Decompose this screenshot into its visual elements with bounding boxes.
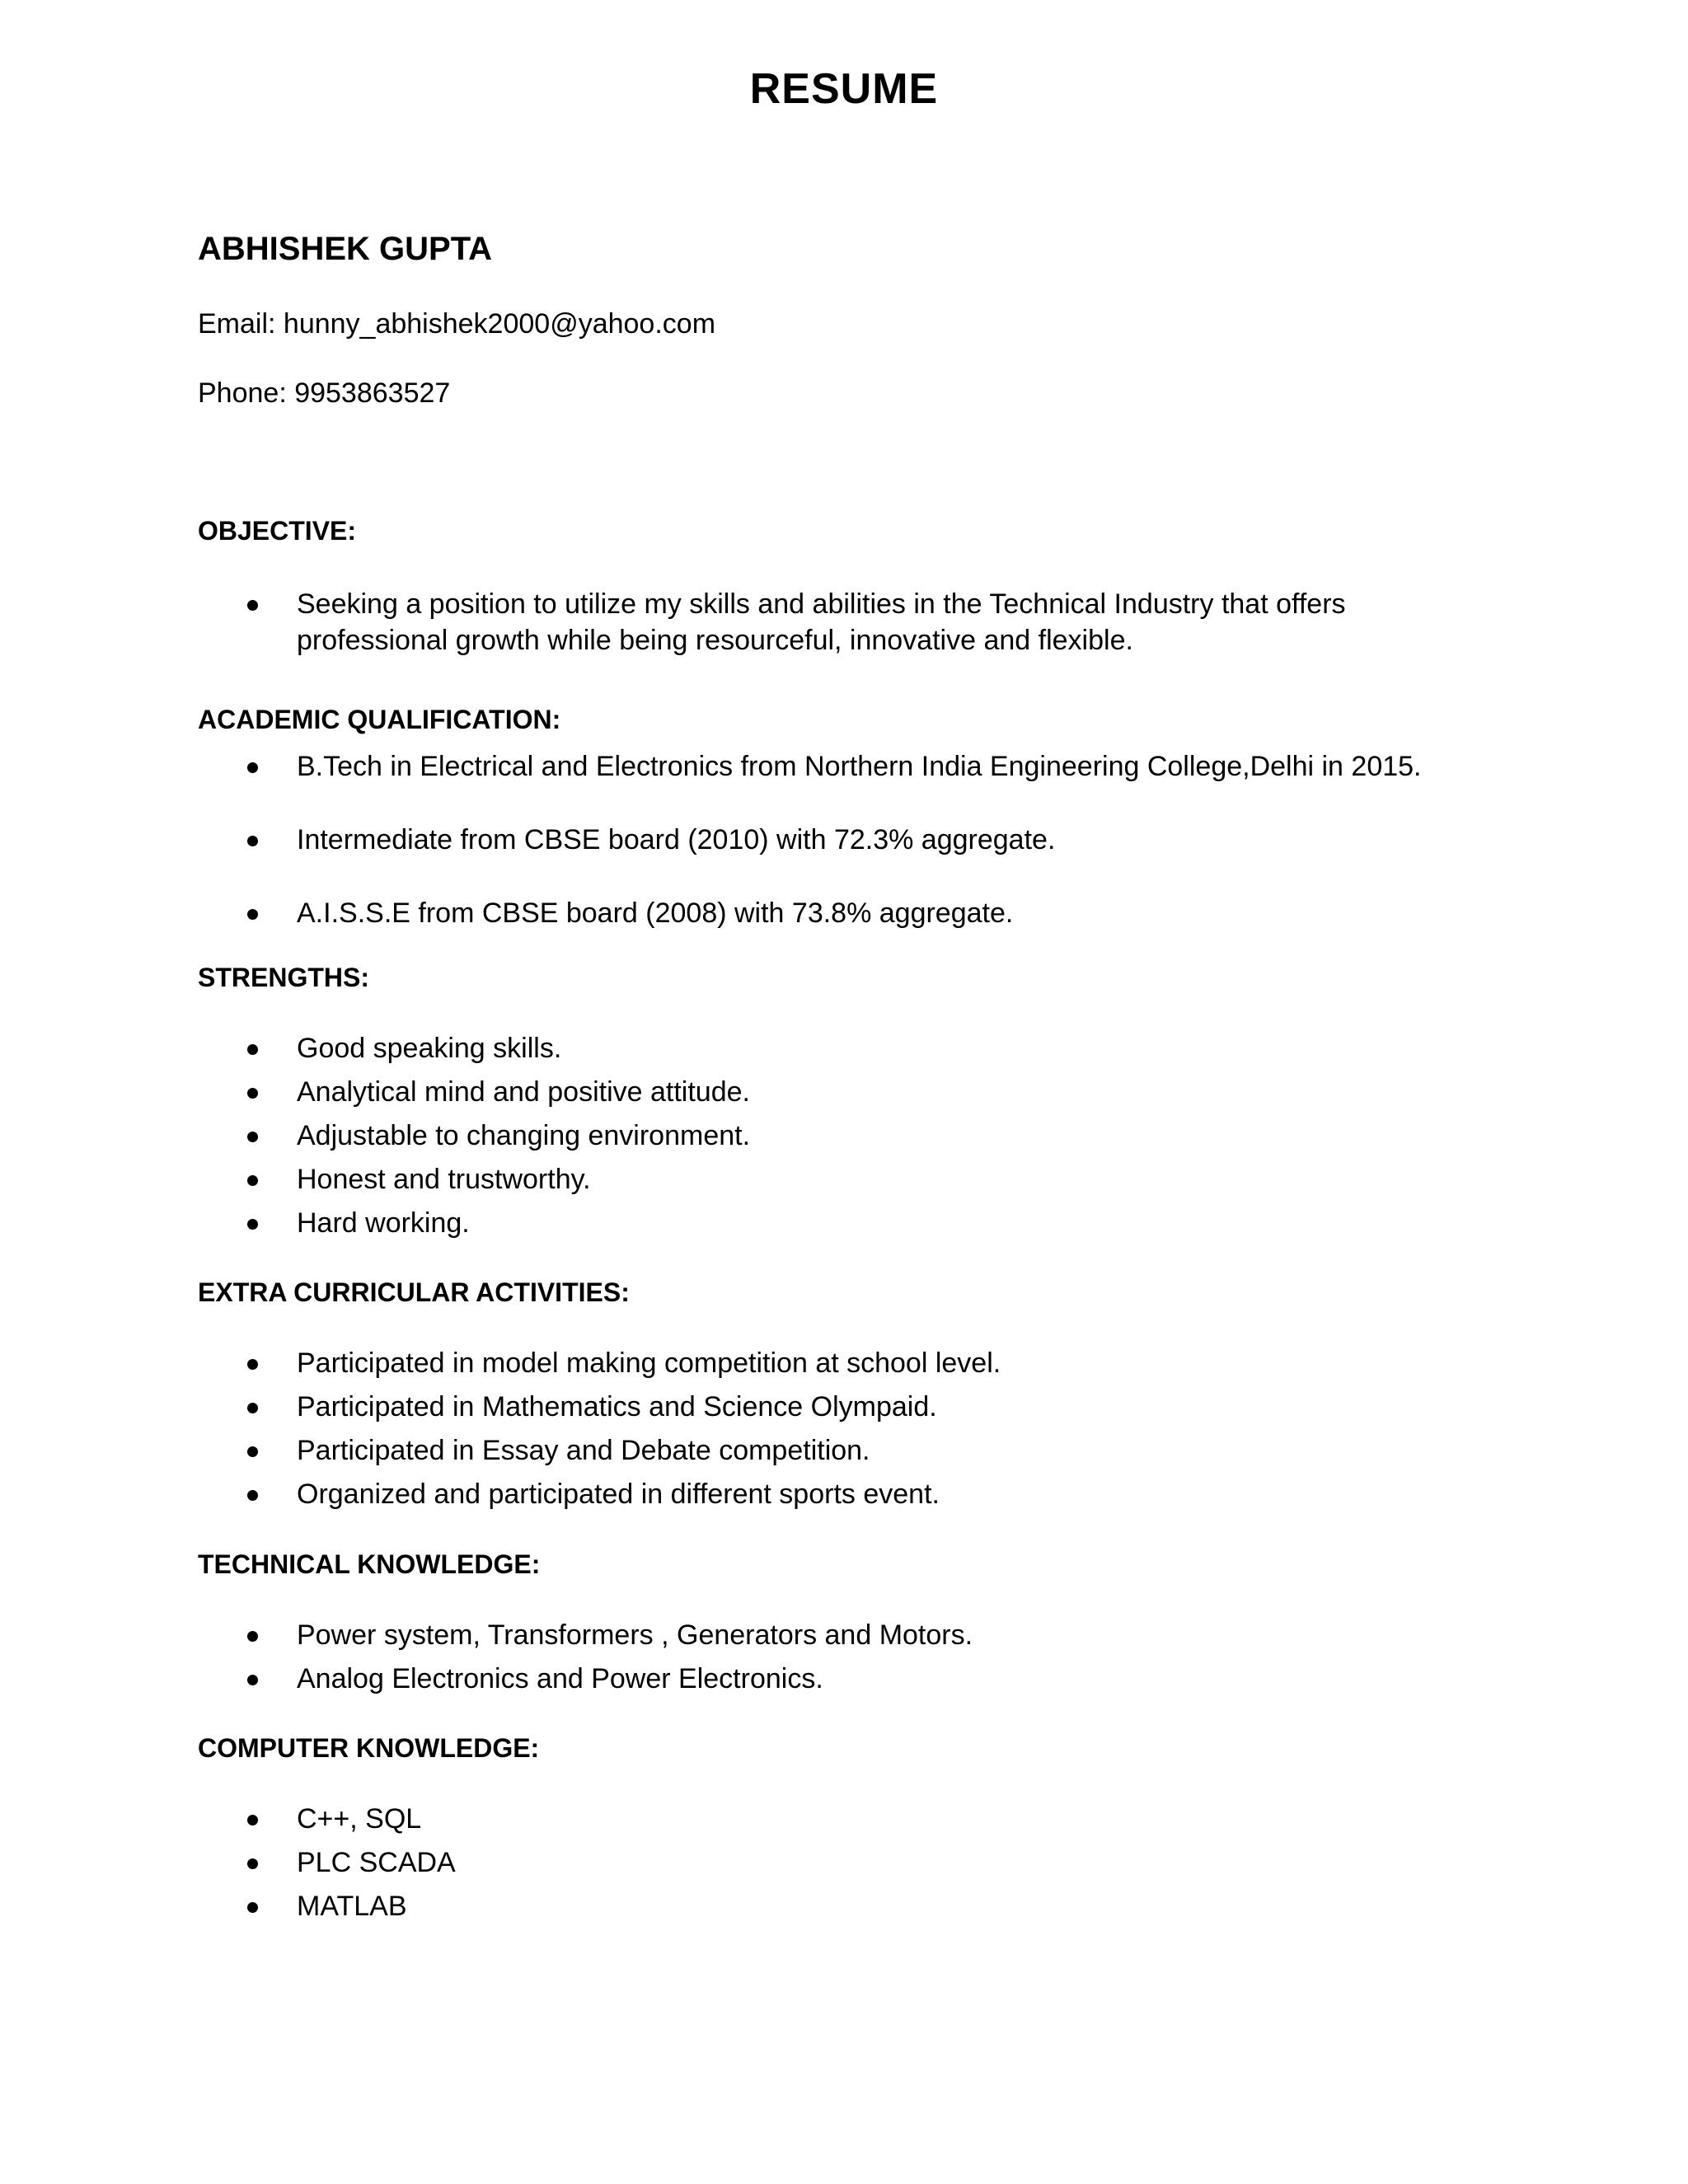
technical-item-text: Analog Electronics and Power Electronics. <box>297 1663 823 1694</box>
bullet-icon <box>247 1219 258 1230</box>
academic-item-text: B.Tech in Electrical and Electronics from Northern India Engineering College,Delhi in 2015. <box>297 751 1422 782</box>
computer-item <box>198 1888 1484 1924</box>
activity-item-text: Participated in model making competition at school level. <box>297 1347 1001 1379</box>
bullet-icon <box>247 1631 258 1642</box>
strengths-list <box>198 1030 1484 1249</box>
strength-item <box>198 1205 1484 1241</box>
activity-item-text: Organized and participated in different sports event. <box>297 1479 940 1510</box>
strength-item-text: Honest and trustworthy. <box>297 1164 591 1195</box>
academic-item <box>198 895 1484 931</box>
activity-item <box>198 1345 1484 1381</box>
strength-item <box>198 1118 1484 1154</box>
academic-list <box>198 748 1484 968</box>
academic-item-text: A.I.S.S.E from CBSE board (2008) with 73.8% aggregate. <box>297 898 1014 929</box>
technical-item-text: Power system, Transformers , Generators and Motors. <box>297 1619 973 1651</box>
activity-item-text: Participated in Mathematics and Science Olympaid. <box>297 1391 937 1422</box>
bullet-icon <box>247 836 258 846</box>
objective-list <box>198 586 1484 666</box>
document-title: RESUME <box>749 65 939 113</box>
strength-item <box>198 1161 1484 1197</box>
objective-heading: OBJECTIVE: <box>198 516 357 546</box>
computer-item-text: MATLAB <box>297 1891 407 1922</box>
strength-item-text: Analytical mind and positive attitude. <box>297 1076 750 1108</box>
bullet-icon <box>247 600 258 611</box>
bullet-icon <box>247 1132 258 1142</box>
bullet-icon <box>247 909 258 920</box>
strength-item-text: Good speaking skills. <box>297 1033 562 1064</box>
academic-item <box>198 822 1484 858</box>
objective-item-text: Seeking a position to utilize my skills and abilities in the Technical Industry that offers professional growth while being resourceful, innovative and flexible. <box>297 588 1346 656</box>
bullet-icon <box>247 1175 258 1186</box>
bullet-icon <box>247 762 258 773</box>
bullet-icon <box>247 1359 258 1370</box>
bullet-icon <box>247 1044 258 1055</box>
bullet-icon <box>247 1403 258 1413</box>
technical-item <box>198 1617 1484 1653</box>
computer-list <box>198 1801 1484 1932</box>
activity-item <box>198 1389 1484 1425</box>
bullet-icon <box>247 1815 258 1825</box>
computer-item <box>198 1801 1484 1837</box>
academic-item-text: Intermediate from CBSE board (2010) with 72.3% aggregate. <box>297 824 1056 855</box>
computer-item-text: PLC SCADA <box>297 1847 456 1878</box>
strength-item <box>198 1030 1484 1066</box>
bullet-icon <box>247 1490 258 1501</box>
academic-item <box>198 748 1484 785</box>
extracurricular-list <box>198 1345 1484 1520</box>
technical-heading: TECHNICAL KNOWLEDGE: <box>198 1549 541 1579</box>
technical-list <box>198 1617 1484 1704</box>
strength-item-text: Adjustable to changing environment. <box>297 1120 751 1151</box>
computer-heading: COMPUTER KNOWLEDGE: <box>198 1733 540 1763</box>
strength-item <box>198 1074 1484 1110</box>
computer-item-text: C++, SQL <box>297 1803 422 1835</box>
phone-line: Phone: 9953863527 <box>198 377 451 409</box>
email-line: Email: hunny_abhishek2000@yahoo.com <box>198 308 716 340</box>
bullet-icon <box>247 1858 258 1869</box>
strengths-heading: STRENGTHS: <box>198 963 369 992</box>
strength-item-text: Hard working. <box>297 1207 470 1239</box>
bullet-icon <box>247 1902 258 1913</box>
objective-item <box>198 586 1484 658</box>
computer-item <box>198 1844 1484 1881</box>
activity-item <box>198 1476 1484 1512</box>
bullet-icon <box>247 1675 258 1685</box>
activity-item <box>198 1432 1484 1469</box>
bullet-icon <box>247 1088 258 1099</box>
academic-heading: ACADEMIC QUALIFICATION: <box>198 705 561 734</box>
extracurricular-heading: EXTRA CURRICULAR ACTIVITIES: <box>198 1277 630 1307</box>
candidate-name: ABHISHEK GUPTA <box>198 231 493 267</box>
technical-item <box>198 1661 1484 1697</box>
bullet-icon <box>247 1446 258 1457</box>
activity-item-text: Participated in Essay and Debate competition. <box>297 1435 870 1466</box>
